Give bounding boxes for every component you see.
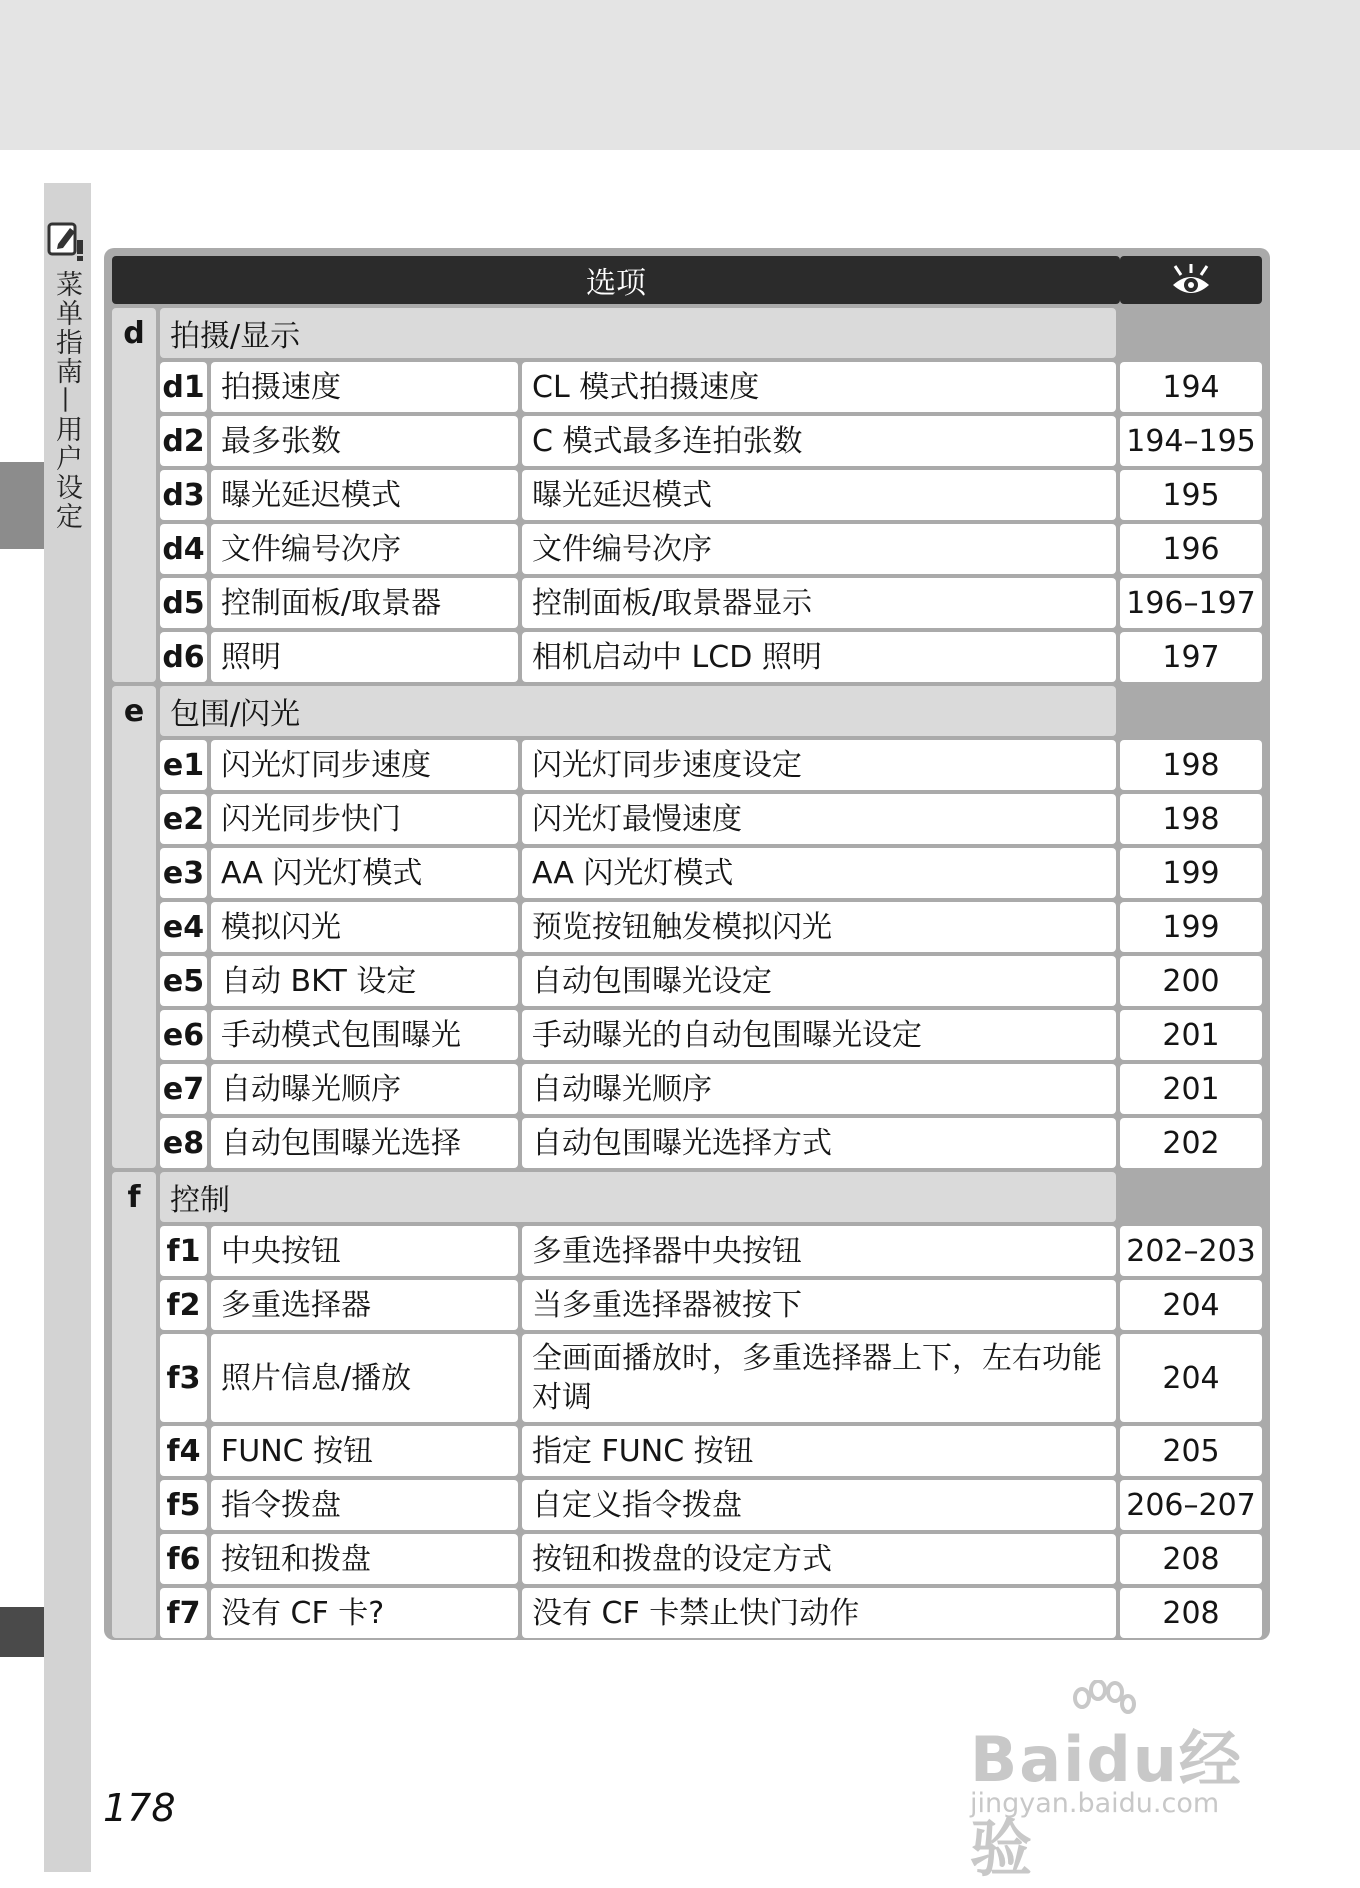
setting-description: 闪光灯最慢速度 xyxy=(522,794,1116,844)
setting-name: 照片信息/播放 xyxy=(211,1334,518,1422)
section-letter-column xyxy=(112,686,156,1168)
eye-icon xyxy=(1170,263,1212,297)
section-header: 控制 xyxy=(160,1172,1116,1222)
setting-description: 自定义指令拨盘 xyxy=(522,1480,1116,1530)
setting-name: 中央按钮 xyxy=(211,1226,518,1276)
setting-code: f7 xyxy=(160,1588,207,1638)
page-reference: 196–197 xyxy=(1120,578,1262,628)
page-reference: 202–203 xyxy=(1120,1226,1262,1276)
page-reference: 208 xyxy=(1120,1588,1262,1638)
setting-name: AA 闪光灯模式 xyxy=(211,848,518,898)
side-tab-marker xyxy=(0,462,44,549)
setting-name: 闪光同步快门 xyxy=(211,794,518,844)
setting-code: e6 xyxy=(160,1010,207,1060)
setting-description: 全画面播放时，多重选择器上下，左右功能对调 xyxy=(522,1334,1116,1422)
setting-description: 按钮和拨盘的设定方式 xyxy=(522,1534,1116,1584)
page-reference: 195 xyxy=(1120,470,1262,520)
setting-description: 相机启动中 LCD 照明 xyxy=(522,632,1116,682)
section-letter: e xyxy=(123,694,145,729)
setting-name: 手动模式包围曝光 xyxy=(211,1010,518,1060)
setting-name: FUNC 按钮 xyxy=(211,1426,518,1476)
page-reference: 196 xyxy=(1120,524,1262,574)
setting-name: 闪光灯同步速度 xyxy=(211,740,518,790)
setting-code: f3 xyxy=(160,1334,207,1422)
page-reference: 194–195 xyxy=(1120,416,1262,466)
setting-code: d6 xyxy=(160,632,207,682)
setting-description: 自动包围曝光选择方式 xyxy=(522,1118,1116,1168)
setting-code: e7 xyxy=(160,1064,207,1114)
section-letter-column xyxy=(112,308,156,682)
setting-description: 指定 FUNC 按钮 xyxy=(522,1426,1116,1476)
header-options: 选项 xyxy=(112,256,1120,304)
setting-code: e5 xyxy=(160,956,207,1006)
custom-settings-table xyxy=(104,248,1270,1640)
setting-description: AA 闪光灯模式 xyxy=(522,848,1116,898)
setting-code: e3 xyxy=(160,848,207,898)
setting-name: 按钮和拨盘 xyxy=(211,1534,518,1584)
setting-description: 文件编号次序 xyxy=(522,524,1116,574)
setting-name: 多重选择器 xyxy=(211,1280,518,1330)
side-section-label: 菜单指南—用户设定 xyxy=(51,270,82,531)
setting-description: 自动曝光顺序 xyxy=(522,1064,1116,1114)
setting-code: f1 xyxy=(160,1226,207,1276)
setting-description: C 模式最多连拍张数 xyxy=(522,416,1116,466)
section-letter: f xyxy=(127,1180,141,1215)
section-letter: d xyxy=(123,316,145,351)
section-header: 拍摄/显示 xyxy=(160,308,1116,358)
page-reference: 199 xyxy=(1120,848,1262,898)
setting-name: 控制面板/取景器 xyxy=(211,578,518,628)
setting-name: 模拟闪光 xyxy=(211,902,518,952)
setting-code: f5 xyxy=(160,1480,207,1530)
setting-name: 最多张数 xyxy=(211,416,518,466)
setting-code: e8 xyxy=(160,1118,207,1168)
setting-description: 曝光延迟模式 xyxy=(522,470,1116,520)
setting-description: 预览按钮触发模拟闪光 xyxy=(522,902,1116,952)
page-reference: 194 xyxy=(1120,362,1262,412)
page-reference: 204 xyxy=(1120,1280,1262,1330)
watermark-brand: Baidu经验 xyxy=(970,1723,1243,1885)
setting-name: 照明 xyxy=(211,632,518,682)
page-reference: 205 xyxy=(1120,1426,1262,1476)
setting-name: 文件编号次序 xyxy=(211,524,518,574)
page-reference: 200 xyxy=(1120,956,1262,1006)
setting-description: CL 模式拍摄速度 xyxy=(522,362,1116,412)
page-reference: 204 xyxy=(1120,1334,1262,1422)
setting-name: 自动包围曝光选择 xyxy=(211,1118,518,1168)
section-header: 包围/闪光 xyxy=(160,686,1116,736)
setting-name: 自动曝光顺序 xyxy=(211,1064,518,1114)
page-reference: 202 xyxy=(1120,1118,1262,1168)
page-reference: 201 xyxy=(1120,1064,1262,1114)
setting-code: e1 xyxy=(160,740,207,790)
baidu-watermark xyxy=(960,1680,1280,1885)
setting-name: 拍摄速度 xyxy=(211,362,518,412)
setting-code: f4 xyxy=(160,1426,207,1476)
setting-code: f2 xyxy=(160,1280,207,1330)
setting-name: 曝光延迟模式 xyxy=(211,470,518,520)
setting-description: 自动包围曝光设定 xyxy=(522,956,1116,1006)
watermark-url: jingyan.baidu.com xyxy=(970,1788,1220,1819)
page-reference: 199 xyxy=(1120,902,1262,952)
page-reference: 198 xyxy=(1120,794,1262,844)
side-tab-marker-dark xyxy=(0,1607,44,1657)
setting-description: 控制面板/取景器显示 xyxy=(522,578,1116,628)
setting-name: 自动 BKT 设定 xyxy=(211,956,518,1006)
setting-name: 指令拨盘 xyxy=(211,1480,518,1530)
setting-description: 手动曝光的自动包围曝光设定 xyxy=(522,1010,1116,1060)
setting-code: e4 xyxy=(160,902,207,952)
page-number: 178 xyxy=(103,1786,176,1830)
setting-code: d5 xyxy=(160,578,207,628)
setting-description: 多重选择器中央按钮 xyxy=(522,1226,1116,1276)
setting-code: d2 xyxy=(160,416,207,466)
page-reference: 206–207 xyxy=(1120,1480,1262,1530)
setting-code: d3 xyxy=(160,470,207,520)
section-letter-column xyxy=(112,1172,156,1638)
setting-code: f6 xyxy=(160,1534,207,1584)
top-band xyxy=(0,0,1360,150)
setting-description: 当多重选择器被按下 xyxy=(522,1280,1116,1330)
setting-code: d4 xyxy=(160,524,207,574)
setting-description: 闪光灯同步速度设定 xyxy=(522,740,1116,790)
setting-name: 没有 CF 卡? xyxy=(211,1588,518,1638)
setting-code: d1 xyxy=(160,362,207,412)
setting-code: e2 xyxy=(160,794,207,844)
setting-description: 没有 CF 卡禁止快门动作 xyxy=(522,1588,1116,1638)
page-reference: 201 xyxy=(1120,1010,1262,1060)
page-reference: 208 xyxy=(1120,1534,1262,1584)
page-reference: 198 xyxy=(1120,740,1262,790)
pencil-note-icon xyxy=(46,220,86,262)
page-reference: 197 xyxy=(1120,632,1262,682)
header-page-column xyxy=(1120,256,1262,304)
